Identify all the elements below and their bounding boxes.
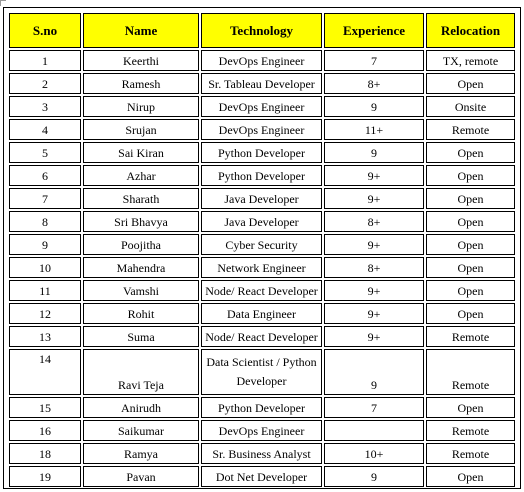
table-row bbox=[9, 326, 515, 347]
cell-technology: Cyber Security bbox=[201, 234, 322, 255]
cell-experience: 7 bbox=[324, 50, 424, 71]
cell-experience: 9 bbox=[324, 96, 424, 117]
cell-name: Vamshi bbox=[83, 280, 199, 301]
cell-sno: 13 bbox=[9, 326, 81, 347]
cell-technology: Dot Net Developer bbox=[201, 466, 322, 487]
cell-name: Poojitha bbox=[83, 234, 199, 255]
cell-experience: 9+ bbox=[324, 234, 424, 255]
cell-experience: 9 bbox=[324, 349, 424, 395]
cell-technology: Sr. Business Analyst bbox=[201, 443, 322, 464]
cell-name: Anirudh bbox=[83, 397, 199, 418]
table-row bbox=[9, 119, 515, 140]
cell-technology: Python Developer bbox=[201, 397, 322, 418]
cell-name: Pavan bbox=[83, 466, 199, 487]
cell-sno: 12 bbox=[9, 303, 81, 324]
cell-relocation: Open bbox=[426, 280, 515, 301]
cell-name: Sai Kiran bbox=[83, 142, 199, 163]
cell-sno: 4 bbox=[9, 119, 81, 140]
cell-name: Ravi Teja bbox=[83, 349, 199, 395]
table-row bbox=[9, 96, 515, 117]
cell-sno: 5 bbox=[9, 142, 81, 163]
cell-sno: 3 bbox=[9, 96, 81, 117]
cell-sno: 18 bbox=[9, 443, 81, 464]
cell-relocation: Open bbox=[426, 165, 515, 186]
cell-relocation: Remote bbox=[426, 443, 515, 464]
cell-relocation: TX, remote bbox=[426, 50, 515, 71]
cell-experience bbox=[324, 420, 424, 441]
table-row bbox=[9, 73, 515, 94]
cell-experience: 9+ bbox=[324, 280, 424, 301]
header-sno: S.no bbox=[9, 13, 81, 48]
cell-experience: 9+ bbox=[324, 326, 424, 347]
cell-sno: 15 bbox=[9, 397, 81, 418]
cell-name: Azhar bbox=[83, 165, 199, 186]
table-move-handle[interactable] bbox=[0, 0, 6, 6]
table-row bbox=[9, 142, 515, 163]
cell-technology: DevOps Engineer bbox=[201, 119, 322, 140]
table-row bbox=[9, 466, 515, 487]
cell-relocation: Open bbox=[426, 303, 515, 324]
cell-sno: 2 bbox=[9, 73, 81, 94]
cell-technology: DevOps Engineer bbox=[201, 96, 322, 117]
cell-experience: 8+ bbox=[324, 211, 424, 232]
cell-technology: Node/ React Developer bbox=[201, 326, 322, 347]
cell-experience: 8+ bbox=[324, 73, 424, 94]
table-row bbox=[9, 211, 515, 232]
cell-relocation: Remote bbox=[426, 326, 515, 347]
table-row bbox=[9, 234, 515, 255]
cell-name: Keerthi bbox=[83, 50, 199, 71]
table-row bbox=[9, 349, 515, 395]
cell-name: Suma bbox=[83, 326, 199, 347]
table-row bbox=[9, 280, 515, 301]
table-row bbox=[9, 303, 515, 324]
cell-technology: DevOps Engineer bbox=[201, 50, 322, 71]
cell-relocation: Remote bbox=[426, 349, 515, 395]
table-row bbox=[9, 50, 515, 71]
table-row bbox=[9, 443, 515, 464]
cell-relocation: Open bbox=[426, 466, 515, 487]
table-row bbox=[9, 188, 515, 209]
cell-sno: 1 bbox=[9, 50, 81, 71]
cell-name: Mahendra bbox=[83, 257, 199, 278]
cell-experience: 9+ bbox=[324, 165, 424, 186]
cell-name: Sri Bhavya bbox=[83, 211, 199, 232]
cell-technology: Java Developer bbox=[201, 211, 322, 232]
cell-experience: 9 bbox=[324, 142, 424, 163]
cell-sno: 14 bbox=[9, 349, 81, 395]
cell-relocation: Open bbox=[426, 234, 515, 255]
cell-experience: 7 bbox=[324, 397, 424, 418]
candidates-table bbox=[7, 11, 517, 489]
cell-sno: 9 bbox=[9, 234, 81, 255]
table-row bbox=[9, 165, 515, 186]
header-name: Name bbox=[83, 13, 199, 48]
table-header-row bbox=[9, 13, 515, 48]
cell-name: Ramya bbox=[83, 443, 199, 464]
cell-relocation: Remote bbox=[426, 420, 515, 441]
cell-name: Saikumar bbox=[83, 420, 199, 441]
cell-name: Sharath bbox=[83, 188, 199, 209]
cell-name: Srujan bbox=[83, 119, 199, 140]
cell-relocation: Open bbox=[426, 397, 515, 418]
cell-experience: 11+ bbox=[324, 119, 424, 140]
cell-relocation: Open bbox=[426, 257, 515, 278]
header-relocation: Relocation bbox=[426, 13, 515, 48]
cell-relocation: Open bbox=[426, 188, 515, 209]
document-table-frame bbox=[3, 7, 521, 489]
cell-experience: 9+ bbox=[324, 188, 424, 209]
cell-technology: DevOps Engineer bbox=[201, 420, 322, 441]
cell-technology: Network Engineer bbox=[201, 257, 322, 278]
cell-technology: Python Developer bbox=[201, 142, 322, 163]
cell-technology: Python Developer bbox=[201, 165, 322, 186]
cell-relocation: Open bbox=[426, 211, 515, 232]
cell-relocation: Remote bbox=[426, 119, 515, 140]
cell-experience: 9 bbox=[324, 466, 424, 487]
cell-name: Nirup bbox=[83, 96, 199, 117]
cell-relocation: Open bbox=[426, 73, 515, 94]
cell-technology: Node/ React Developer bbox=[201, 280, 322, 301]
cell-technology: Data Scientist / Python Developer bbox=[201, 349, 322, 395]
cell-relocation: Open bbox=[426, 142, 515, 163]
cell-sno: 11 bbox=[9, 280, 81, 301]
header-technology: Technology bbox=[201, 13, 322, 48]
cell-sno: 19 bbox=[9, 466, 81, 487]
cell-sno: 7 bbox=[9, 188, 81, 209]
cell-experience: 9+ bbox=[324, 303, 424, 324]
cell-relocation: Onsite bbox=[426, 96, 515, 117]
cell-sno: 16 bbox=[9, 420, 81, 441]
cell-technology: Sr. Tableau Developer bbox=[201, 73, 322, 94]
cell-technology: Data Engineer bbox=[201, 303, 322, 324]
table-row bbox=[9, 397, 515, 418]
cell-experience: 8+ bbox=[324, 257, 424, 278]
cell-name: Ramesh bbox=[83, 73, 199, 94]
header-experience: Experience bbox=[324, 13, 424, 48]
cell-sno: 10 bbox=[9, 257, 81, 278]
cell-sno: 6 bbox=[9, 165, 81, 186]
table-row bbox=[9, 420, 515, 441]
cell-technology: Java Developer bbox=[201, 188, 322, 209]
table-row bbox=[9, 257, 515, 278]
cell-name: Rohit bbox=[83, 303, 199, 324]
cell-experience: 10+ bbox=[324, 443, 424, 464]
cell-sno: 8 bbox=[9, 211, 81, 232]
